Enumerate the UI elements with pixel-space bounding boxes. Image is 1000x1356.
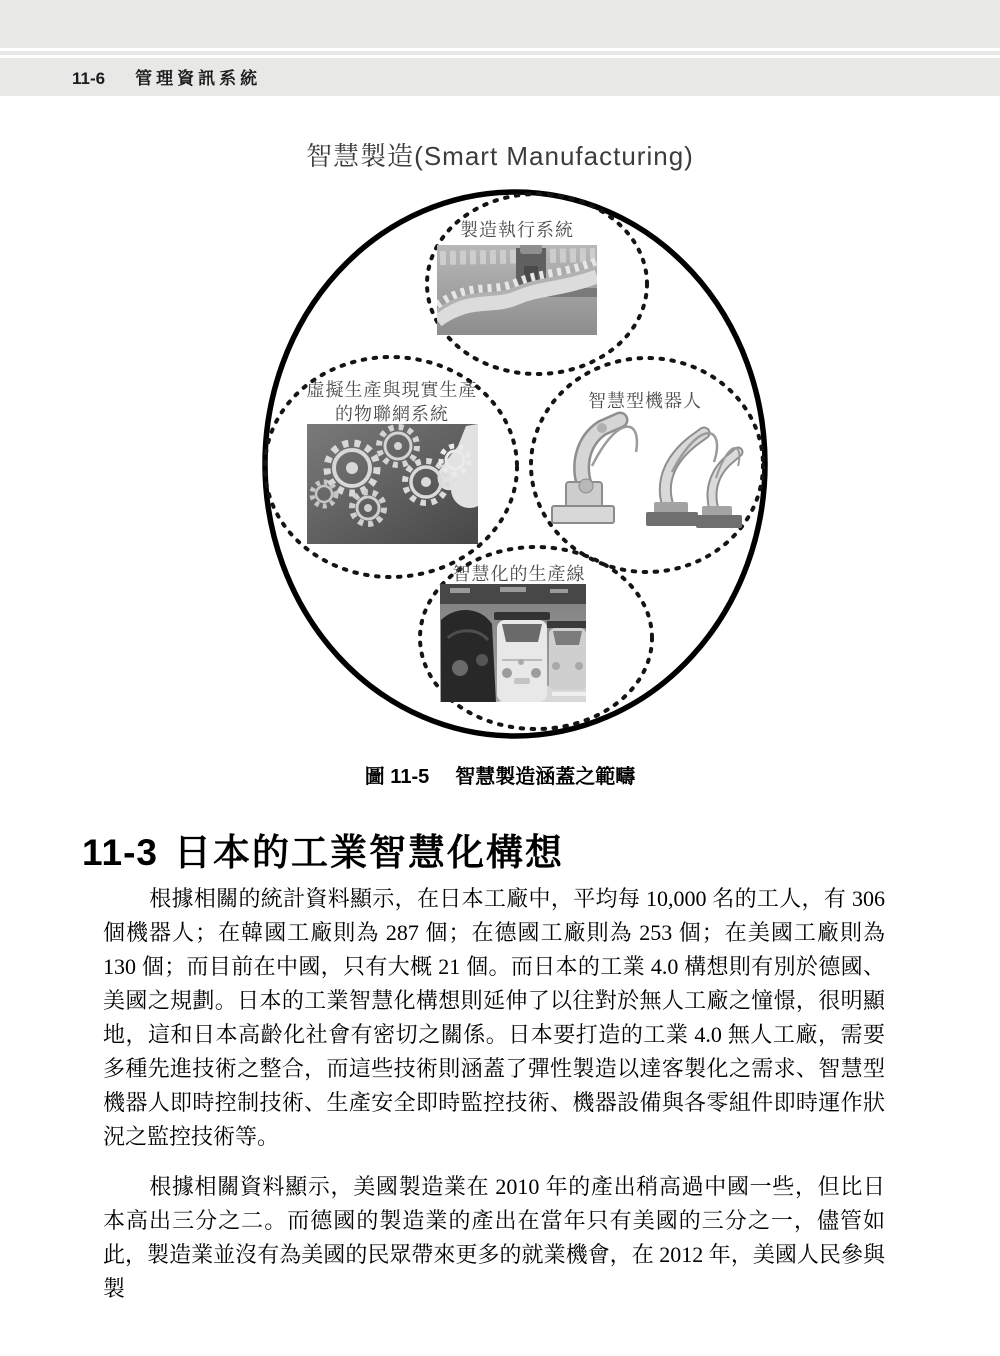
figure-title: 智慧製造(Smart Manufacturing) bbox=[306, 141, 694, 171]
paragraph-1: 根據相關的統計資料顯示，在日本工廠中，平均每 10,000 名的工人，有 306 個機器人；在韓國工廠則為 287 個；在德國工廠則為 253 個；在美國工廠則為 130 個；而目前在中國，只有大概 21 個。而日本的工業 4.0 構想則有別於德國、美國之規劃。日本的工業智慧化構想則延伸了以往對於無人工廠之憧憬，很明顯地，這和日本高齡化社會有密切之關係。日本要打造的工業 4.0 無人工廠，需要多種先進技術之整合，而這些技術則涵蓋了彈性製造以達客製化之需求、智慧型機器人即時控制技術、生產安全即時監控技術、機器設備與各零組件即時運作狀況之監控技術等。 bbox=[103, 886, 885, 1149]
book-title: 管理資訊系統 bbox=[135, 69, 262, 88]
bottling-conveyor-photo bbox=[437, 242, 597, 335]
header-rule-top bbox=[0, 48, 1000, 51]
iot-node bbox=[265, 357, 517, 577]
page-number: 11-6 bbox=[72, 69, 106, 88]
production-line-node bbox=[420, 547, 652, 729]
section-number: 11-3 bbox=[82, 832, 159, 873]
mes-node bbox=[427, 194, 647, 374]
robot-label: 智慧型機器人 bbox=[588, 391, 702, 411]
section-heading bbox=[82, 822, 564, 876]
smart-manufacturing-diagram bbox=[0, 168, 1000, 764]
iot-label-line1: 虛擬生產與現實生產 bbox=[306, 380, 478, 400]
page-header bbox=[0, 0, 1000, 96]
production-line-label: 智慧化的生產線 bbox=[452, 564, 586, 584]
figure-caption-text: 智慧製造涵蓋之範疇 bbox=[455, 766, 636, 788]
figure-caption-label: 圖 11-5 bbox=[364, 766, 430, 788]
gears-hand-photo bbox=[307, 424, 478, 544]
mes-label: 製造執行系統 bbox=[460, 220, 574, 240]
iot-label-line2: 的物聯網系統 bbox=[335, 404, 449, 424]
section-title: 日本的工業智慧化構想 bbox=[174, 832, 565, 873]
car-assembly-photo bbox=[440, 584, 587, 702]
header-text bbox=[72, 64, 261, 89]
body-text bbox=[103, 882, 885, 1306]
header-rule-bottom bbox=[0, 55, 1000, 58]
robot-arms-photo bbox=[552, 420, 742, 528]
robot-node bbox=[531, 358, 763, 572]
paragraph-2: 根據相關資料顯示，美國製造業在 2010 年的產出稍高過中國一些，但比日本高出三分之二。而德國的製造業的產出在當年只有美國的三分之一，儘管如此，製造業並沒有為美國的民眾帶來更多的就業機會，在 2012 年，美國人民參與製 bbox=[103, 1174, 885, 1301]
figure-caption bbox=[0, 760, 1000, 789]
